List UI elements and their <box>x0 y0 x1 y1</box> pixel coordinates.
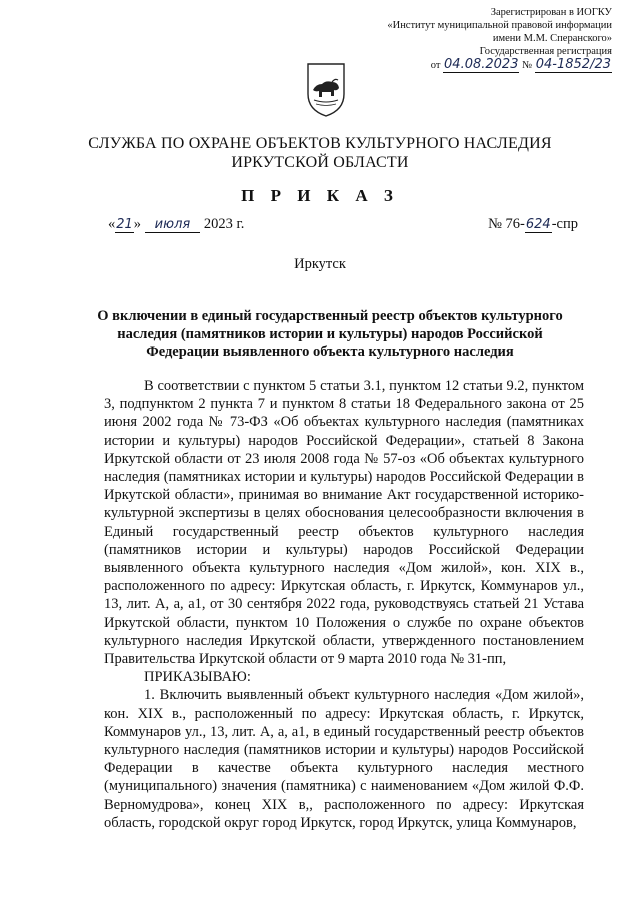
order-date <box>108 216 244 233</box>
registration-date: 04.08.2023 <box>444 57 519 72</box>
registration-line-3: имени М.М. Сперанского» <box>492 33 612 44</box>
registration-line-4: Государственная регистрация <box>479 46 612 57</box>
agency-name-line-1: СЛУЖБА ПО ОХРАНЕ ОБЪЕКТОВ КУЛЬТУРНОГО НАСЛЕДИЯ <box>88 135 552 152</box>
registration-from-label: от <box>430 60 441 71</box>
city: Иркутск <box>294 256 346 272</box>
registration-line-2: «Институт муниципальной правовой информации <box>387 20 612 31</box>
order-number-hand: 624 <box>525 217 551 232</box>
order-word: ПРИКАЗЫВАЮ: <box>144 669 251 686</box>
document-title: П Р И К А З <box>241 186 399 205</box>
registration-date-line <box>342 58 612 72</box>
registration-number: 04-1852/23 <box>535 57 611 72</box>
quote-close: » <box>133 216 142 232</box>
order-number-suffix: -спр <box>551 216 578 232</box>
order-month: июля <box>145 217 201 233</box>
order-year: 2023 г. <box>203 216 245 232</box>
order-day: 21 <box>116 217 133 232</box>
registration-number-label: № <box>522 60 533 71</box>
preamble-paragraph: В соответствии с пунктом 5 статьи 3.1, пунктом 12 статьи 9.2, пунктом 3, подпунктом 2 пункта 7 и пунктом 8 статьи 18 Федерального закона от 25 июня 2002 года № 73-ФЗ «Об объектах культурного наследия (памятниках истории и культуры) народов Российской Федерации», статьей 8 Закона Иркутской области от 23 июля 2008 года № 57-оз «Об объектах культурного наследия (памятниках истории и культуры) народов Российской Федерации в Иркутской области», принимая во внимание Акт государственной историко-культурной экспертизы в целях обоснования целесообразности включения в Единый государственный реестр объектов культурного наследия (памятников истории и культуры) народов Российской Федерации выявленного объекта культурного наследия «Дом жилой», кон. XIX в., расположенного по адресу: Иркутская область, г. Иркутск, Коммунаров ул., 13, лит. А, а, а1, от 30 сентября 2022 года, руководствуясь статьей 21 Устава Иркутской области, пунктом 10 Положения о службе по охране объектов культурного наследия Иркутской области, утвержденного постановлением Правительства Иркутской области от 9 марта 2010 года № 31-пп, <box>104 378 584 668</box>
order-number-prefix: № 76- <box>488 216 525 232</box>
order-body <box>104 377 584 832</box>
registration-line-1: Зарегистрирован в ИОГКУ <box>490 7 612 18</box>
order-heading: О включении в единый государственный реестр объектов культурного наследия (памятников истории и культуры) народов Российской Федерации выявленного объекта культурного наследия <box>97 308 563 360</box>
quote-open: « <box>108 216 116 232</box>
registration-stamp <box>342 6 612 72</box>
clause-1-paragraph: 1. Включить выявленный объект культурного наследия «Дом жилой», кон. XIX в., расположенный по адресу: Иркутская область, г. Иркутск, Коммунаров ул., 13, лит. А, а, а1, в единый государственный реестр объектов культурного наследия (памятников истории и культуры) народов Российской Федерации в качестве объекта культурного наследия местного (муниципального) значения (памятника) с наименованием «Дом жилой Ф.Ф. Верномудрова», конец XIX в,, расположенного по адресу: Иркутская область, городской округ город Иркутск, город Иркутск, улица Коммунаров, <box>104 687 584 831</box>
irkutsk-coat-of-arms-icon <box>304 60 348 118</box>
agency-name-line-2: ИРКУТСКОЙ ОБЛАСТИ <box>231 154 409 171</box>
order-number <box>488 216 578 233</box>
